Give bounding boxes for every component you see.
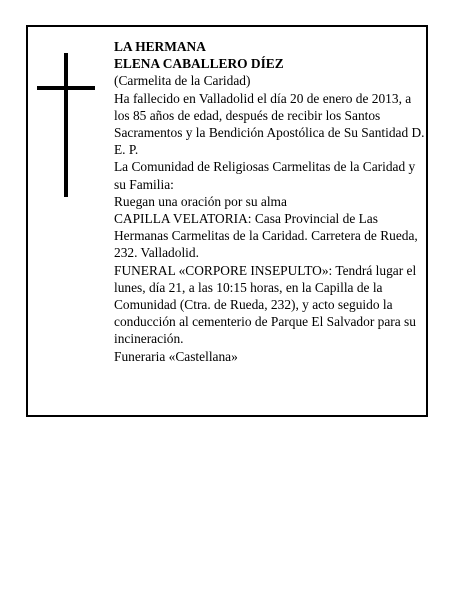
death-announcement: Ha fallecido en Valladolid el día 20 de enero de 2013, a los 85 años de edad, después de recibir los Santos Sacramentos y la Bendición Apostólica de Su Santidad D. E. P. [114,90,425,158]
chapel-info: CAPILLA VELATORIA: Casa Provincial de Las Hermanas Carmelitas de la Caridad. Carretera de Rueda, 232. Valladolid. [114,211,418,261]
deceased-name: ELENA CABALLERO DÍEZ [114,56,284,72]
cross-horizontal-bar [37,86,95,90]
community-family: La Comunidad de Religiosas Carmelitas de la Caridad y su Familia: [114,159,416,192]
religious-order: (Carmelita de la Caridad) [114,73,251,89]
funeral-home: Funeraria «Castellana» [114,348,238,364]
heading-line-1: LA HERMANA [114,39,206,54]
obituary-text [114,38,430,365]
cross-icon [37,53,95,197]
cross-vertical-bar [64,53,68,197]
prayer-request: Ruegan una oración por su alma [114,193,287,209]
funeral-info: FUNERAL «CORPORE INSEPULTO»: Tendrá lugar el lunes, día 21, a las 10:15 horas, en la Capilla de la Comunidad (Ctra. de Rueda, 232), y acto seguido la conducción al cementerio de Parque El Salvador para su incineración. [114,262,417,347]
